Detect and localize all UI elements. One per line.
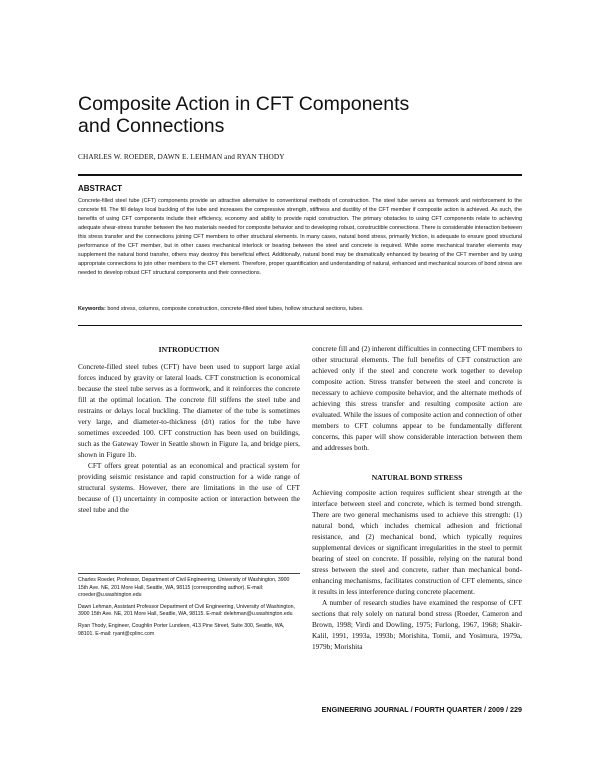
title-line-1: Composite Action in CFT Components xyxy=(78,93,410,115)
affiliation-thody: Ryan Thody, Engineer, Coughlin Porter Lundeen, 413 Pine Street, Suite 300, Seattle, WA, 98101. E-mail: ryant@cplinc.com xyxy=(78,622,285,637)
intro-paragraph-3: concrete fill and (2) inherent difficulties in connecting CFT members to other structural elements. The full benefits of CFT construction are achieved only if the steel and concrete work together to develop composite action. Stress transfer between the steel and concrete is necessary to achieve composite behavior, and the alternate methods of achieving this stress transfer and resulting composite action are evaluated. While the issues of composite action and connection of other members to CFT columns appear to be fundamentally different concerns, this paper will show considerable interaction between them and addresses both. xyxy=(312,344,522,452)
intro-paragraph-1: Concrete-filled steel tubes (CFT) have been used to support large axial forces induced by gravity or lateral loads. CFT construction is economical because the steel tube serves as a formwork, and it reinforces the concrete fill at the optimal location. The concrete fill stiffens the steel tube and restrains or delays local buckling. The diameter of the tube is sometimes very large, and diameter-to-thickness (d/t) ratios for the tube have sometimes exceeded 100. CFT construction has been used on buildings, such as the Gateway Tower in Seattle shown in Figure 1a, and bridge piers, shown in Figure 1b. xyxy=(78,362,300,459)
natural-bond-body xyxy=(312,487,522,652)
abstract-text: Concrete-filled steel tube (CFT) components provide an attractive alternative to conventional methods of construction. The steel tube serves as formwork and reinforcement to the concrete fill. The fill delays local buckling of the tube and increases the compressive strength, stiffness and ductility of the CFT member if composite action is achieved. As such, the benefits of using CFT components include their efficiency, economy and ability to provide rapid construction. The primary obstacles to using CFT components relate to achieving adequate shear-stress transfer between the two materials needed for composite behavior and to developing robust, constructible connections. There is considerable interaction between this stress transfer and the connections joining CFT members to other structural elements. In many cases, natural bond stress, primarily friction, is adequate to ensure good structural performance of the CFT member, but in other cases mechanical interlock or bearing between the steel and concrete is required. While some mechanical transfer elements may supplement the natural bond transfer, others may destroy this beneficial effect. Additionally, natural bond may be dramatically enhanced by bearing of the CFT member and by using appropriate connections to join other members to the CFT element. Therefore, proper quantification and understanding of natural, enhanced and mechanical sources of bond stress are needed to develop robust CFT structural components and their connections. xyxy=(78,198,522,276)
footnote-divider xyxy=(78,573,300,574)
keywords-text: bond stress, columns, composite construction, concrete-filled steel tubes, hollow structural sections, tubes. xyxy=(107,306,364,312)
bond-paragraph-2: A number of research studies have examined the response of CFT sections that rely solely on natural bond stress (Roeder, Cameron and Brown, 1998; Virdi and Dowling, 1975; Furlong, 1967, 1968; Shakir-Kalil, 1991, 1993a, 1993b; Morishita, Tomii, and Yosimura, 1979a, 1979b; Morishita xyxy=(312,598,522,651)
abstract-heading: ABSTRACT xyxy=(78,184,122,193)
introduction-body xyxy=(78,361,300,515)
affiliation-roeder: Charles Roeder, Professor, Department of Civil Engineering, University of Washington, 3900 15th Ave. NE, 201 More Hall, Seattle, WA, 98115 (corresponding author). E-mail: croeder@u.washington.edu xyxy=(78,577,290,599)
abstract-bottom-rule xyxy=(78,325,522,326)
intro-paragraph-2: CFT offers great potential as an economical and practical system for providing seismic resistance and rapid construction for a wide range of structural systems. However, there are limitations in the use of CFT because of (1) uncertainty in composite action or interaction between the steel tube and the xyxy=(78,461,300,514)
journal-footer: ENGINEERING JOURNAL / FOURTH QUARTER / 2009 / 229 xyxy=(321,705,522,714)
introduction-continued xyxy=(312,343,522,453)
introduction-heading: INTRODUCTION xyxy=(158,345,220,354)
keywords-label: Keywords: xyxy=(78,306,106,312)
abstract-top-rule xyxy=(78,174,522,176)
natural-bond-heading: NATURAL BOND STRESS xyxy=(371,473,463,482)
author-affiliations xyxy=(78,577,300,642)
title-line-2: and Connections xyxy=(78,115,225,137)
article-title xyxy=(78,93,518,137)
author-list: CHARLES W. ROEDER, DAWN E. LEHMAN and RYAN THODY xyxy=(78,152,285,161)
keywords-line xyxy=(78,305,522,313)
affiliation-lehman: Dawn Lehman, Assistant Professor Department of Civil Engineering, University of Washington, 3900 15th Ave. NE, 201 More Hall, Seattle, WA, 98115. E-mail: delehman@u.washington.edu xyxy=(78,603,295,618)
bond-paragraph-1: Achieving composite action requires sufficient shear strength at the interface between steel and concrete, which is termed bond strength. There are two general mechanisms used to achieve this strength: (1) natural bond, which includes chemical adhesion and frictional resistance, and (2) mechanical bond, which typically requires supplemental devices or significant irregularities in the steel to permit bearing of steel on concrete. If possible, relying on the natural bond stress between the steel and concrete, rather than mechanical bond-enhancing mechanisms, facilitates construction of CFT elements, since it results in less interference during concrete placement. xyxy=(312,488,522,596)
